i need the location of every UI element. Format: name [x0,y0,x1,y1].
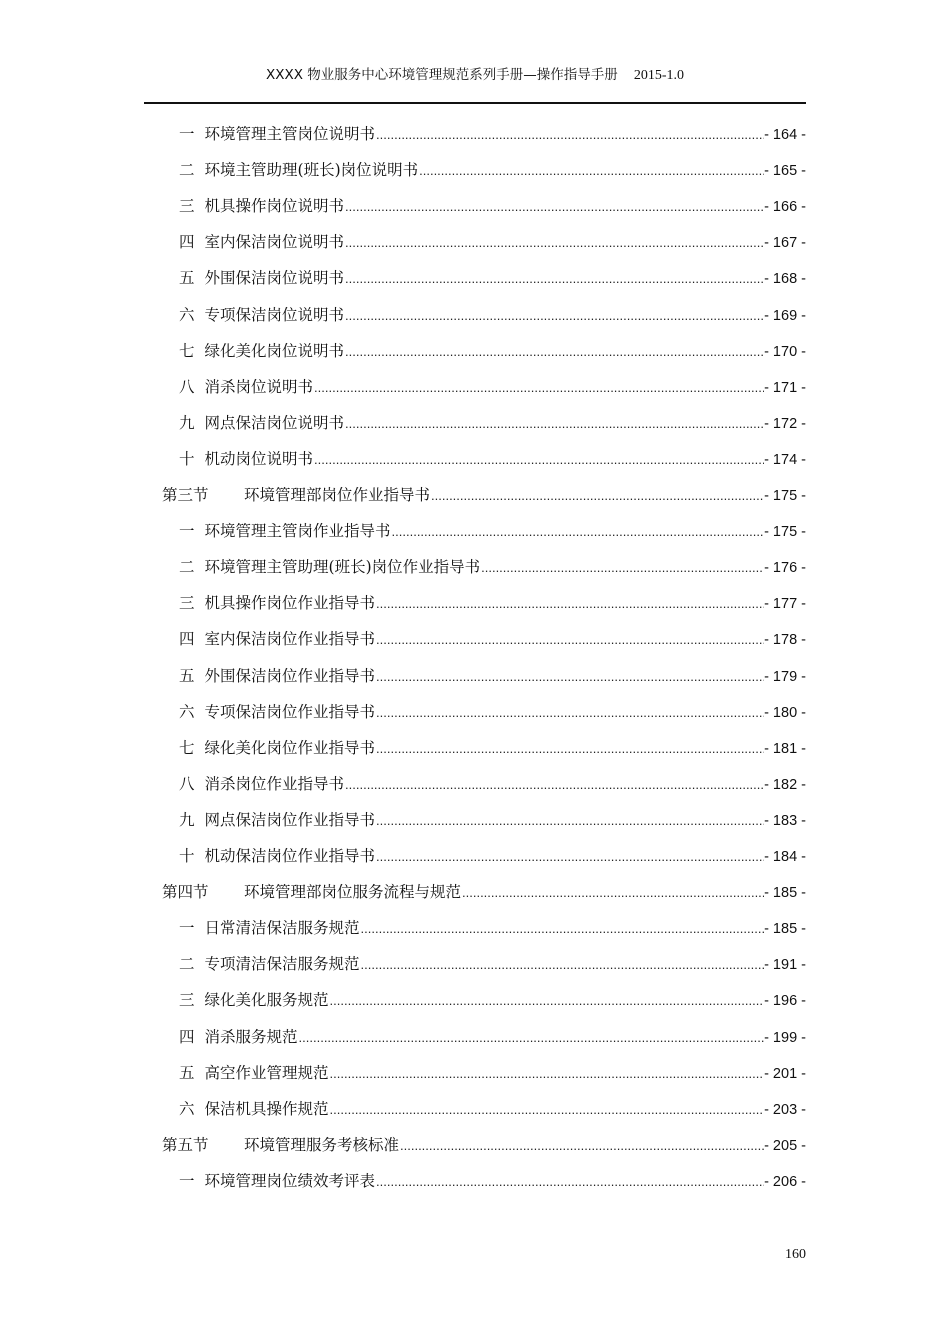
toc-dot-leader [430,482,764,510]
toc-entry-number: 二 [179,558,195,577]
toc-entry-title: 环境主管助理(班长)岗位说明书 [204,161,419,180]
toc-page-number: - 176 - [764,560,806,577]
toc-entry-number: 八 [179,774,195,793]
toc-entry[interactable] [179,264,806,292]
toc-entry-number: 七 [179,738,195,757]
toc-dot-leader [344,193,764,221]
toc-dot-leader [344,302,764,330]
toc-dot-leader [329,987,765,1015]
toc-entry-number: 一 [179,522,195,541]
toc-section-label: 第三节 [162,486,209,504]
toc-entry[interactable] [179,986,806,1014]
toc-entry[interactable] [179,1023,806,1051]
toc-entry[interactable] [179,1095,806,1123]
toc-page-number: - 172 - [764,415,806,432]
toc-dot-leader [391,518,765,546]
toc-dot-leader [418,157,764,185]
toc-entry-title: 环境管理服务考核标准 [244,1135,400,1154]
toc-entry-title: 室内保洁岗位说明书 [204,233,345,252]
toc-page-number: - 184 - [764,849,806,865]
toc-entry[interactable] [179,734,806,762]
toc-page-number: - 183 - [764,812,806,829]
toc-entry-number: 四 [179,630,195,649]
toc-page-number: - 201 - [764,1065,806,1082]
toc-entry-title: 绿化美化岗位说明书 [204,341,345,360]
toc-entry-number: 九 [179,413,195,432]
toc-dot-leader [360,951,765,979]
toc-dot-leader [375,663,764,691]
toc-entry[interactable] [179,842,806,870]
toc-entry[interactable] [179,301,806,329]
toc-entry-title: 机具操作岗位作业指导书 [204,594,376,613]
toc-entry[interactable] [179,914,806,942]
toc-entry-number: 二 [179,161,195,180]
toc-entry-title: 机动岗位说明书 [204,449,314,468]
toc-entry-number: 三 [179,991,195,1010]
toc-page-number: - 165 - [764,163,806,180]
toc-entry-title: 环境管理部岗位服务流程与规范 [244,883,462,902]
toc-dot-leader [298,1024,765,1052]
toc-page-number: - 196 - [764,993,806,1010]
toc-entry-number: 九 [179,810,195,829]
toc-entry-title: 高空作业管理规范 [204,1063,329,1082]
toc-section-entry[interactable] [162,481,806,509]
toc-section-entry[interactable] [162,1131,806,1159]
toc-entry-number: 四 [179,233,195,252]
toc-page-number: - 199 - [764,1029,806,1046]
toc-page-number: - 164 - [764,127,806,143]
toc-dot-leader [344,771,764,799]
toc-page-number: - 179 - [764,668,806,685]
toc-entry[interactable] [179,806,806,834]
toc-entry-title: 环境管理岗位绩效考评表 [204,1171,376,1190]
toc-page-number: - 169 - [764,307,806,324]
toc-entry[interactable] [179,373,806,401]
toc-entry[interactable] [179,589,806,617]
toc-page-number: - 178 - [764,632,806,649]
toc-entry-number: 四 [179,1027,195,1046]
toc-dot-leader [344,338,764,366]
toc-entry[interactable] [179,156,806,184]
toc-entry[interactable] [179,445,806,473]
toc-page-number: - 166 - [764,199,806,216]
toc-dot-leader [480,554,764,582]
toc-entry[interactable] [179,120,806,148]
toc-page-number: - 174 - [764,451,806,468]
toc-dot-leader [375,1168,764,1196]
toc-entry-title: 环境管理主管岗位说明书 [204,125,376,143]
toc-page-number: - 191 - [764,957,806,974]
toc-entry-number: 六 [179,305,195,324]
toc-entry[interactable] [179,517,806,545]
toc-page-number: - 170 - [764,343,806,360]
toc-page-number: - 181 - [764,740,806,757]
toc-page-number: - 177 - [764,596,806,613]
toc-entry-number: 八 [179,377,195,396]
toc-dot-leader [399,1132,764,1160]
toc-entry[interactable] [179,337,806,365]
toc-entry-title: 外围保洁岗位说明书 [204,269,345,288]
toc-entry-title: 网点保洁岗位说明书 [204,413,345,432]
toc-entry[interactable] [179,950,806,978]
toc-entry-number: 二 [179,955,195,974]
toc-dot-leader [329,1060,765,1088]
toc-entry[interactable] [179,770,806,798]
toc-page-number: - 168 - [764,271,806,288]
toc-dot-leader [375,121,764,149]
toc-dot-leader [375,699,764,727]
header-title: XXXX 物业服务中心环境管理规范系列手册—操作指导手册 [266,67,618,83]
toc-page-number: - 171 - [764,379,806,396]
toc-entry[interactable] [179,553,806,581]
toc-entry-title: 绿化美化岗位作业指导书 [204,738,376,757]
toc-entry-title: 环境管理主管助理(班长)岗位作业指导书 [204,558,481,577]
toc-dot-leader [461,879,764,907]
toc-entry-number: 三 [179,594,195,613]
toc-page-number: - 182 - [764,776,806,793]
toc-entry[interactable] [179,662,806,690]
toc-entry[interactable] [179,1167,806,1195]
toc-entry-title: 消杀岗位作业指导书 [204,774,345,793]
toc-entry-number: 五 [179,269,195,288]
toc-entry-title: 机具操作岗位说明书 [204,197,345,216]
toc-entry-number: 六 [179,1099,195,1118]
toc-entry-title: 外围保洁岗位作业指导书 [204,666,376,685]
toc-entry[interactable] [179,1059,806,1087]
toc-page-number: - 185 - [764,921,806,938]
toc-page-number: - 203 - [764,1101,806,1118]
toc-dot-leader [344,410,764,438]
toc-entry-title: 日常清洁保洁服务规范 [204,919,360,938]
toc-entry-number: 五 [179,666,195,685]
toc-dot-leader [375,590,764,618]
toc-entry[interactable] [179,698,806,726]
toc-entry-number: 五 [179,1063,195,1082]
toc-entry-title: 消杀岗位说明书 [204,377,314,396]
toc-dot-leader [360,915,765,943]
toc-section-label: 第五节 [162,1135,209,1154]
toc-page-number: - 185 - [764,885,806,902]
toc-entry-title: 环境管理主管岗作业指导书 [204,522,391,541]
toc-entry-title: 专项保洁岗位作业指导书 [204,702,376,721]
toc-entry-number: 七 [179,341,195,360]
toc-entry-title: 绿化美化服务规范 [204,991,329,1010]
toc-entry-number: 三 [179,197,195,216]
toc-entry[interactable] [179,192,806,220]
toc-entry-title: 机动保洁岗位作业指导书 [204,847,376,865]
toc-dot-leader [344,229,764,257]
toc-dot-leader [375,843,764,871]
toc-entry-number: 十 [179,449,195,468]
toc-dot-leader [329,1096,765,1124]
toc-dot-leader [344,265,764,293]
toc-page-number: - 167 - [764,235,806,252]
toc-entry[interactable] [179,228,806,256]
toc-entry-title: 室内保洁岗位作业指导书 [204,630,376,649]
toc-page-number: - 205 - [764,1137,806,1154]
toc-entry[interactable] [179,625,806,653]
toc-page-number: - 180 - [764,704,806,721]
toc-dot-leader [313,374,764,402]
toc-dot-leader [375,807,764,835]
toc-entry-number: 一 [179,919,195,938]
toc-dot-leader [375,626,764,654]
toc-dot-leader [375,735,764,763]
page-header [144,64,806,86]
toc-section-label: 第四节 [162,883,209,902]
toc-page-number: - 175 - [764,524,806,541]
toc-entry-title: 网点保洁岗位作业指导书 [204,810,376,829]
toc-entry-number: 一 [179,125,195,143]
toc-entry-title: 保洁机具操作规范 [204,1099,329,1118]
toc-section-entry[interactable] [162,878,806,906]
header-rule [144,102,806,104]
header-version: 2015-1.0 [633,68,684,83]
toc-entry-title: 专项清洁保洁服务规范 [204,955,360,974]
page-number: 160 [785,1247,806,1262]
toc-dot-leader [313,446,764,474]
toc-entry-title: 环境管理部岗位作业指导书 [244,486,431,504]
toc-entry-number: 一 [179,1171,195,1190]
toc-entry-number: 六 [179,702,195,721]
toc-page-number: - 175 - [764,488,806,504]
toc-entry[interactable] [179,409,806,437]
toc-entry-title: 消杀服务规范 [204,1027,298,1046]
toc-page-number: - 206 - [764,1173,806,1190]
toc-entry-title: 专项保洁岗位说明书 [204,305,345,324]
toc-entry-number: 十 [179,847,195,865]
